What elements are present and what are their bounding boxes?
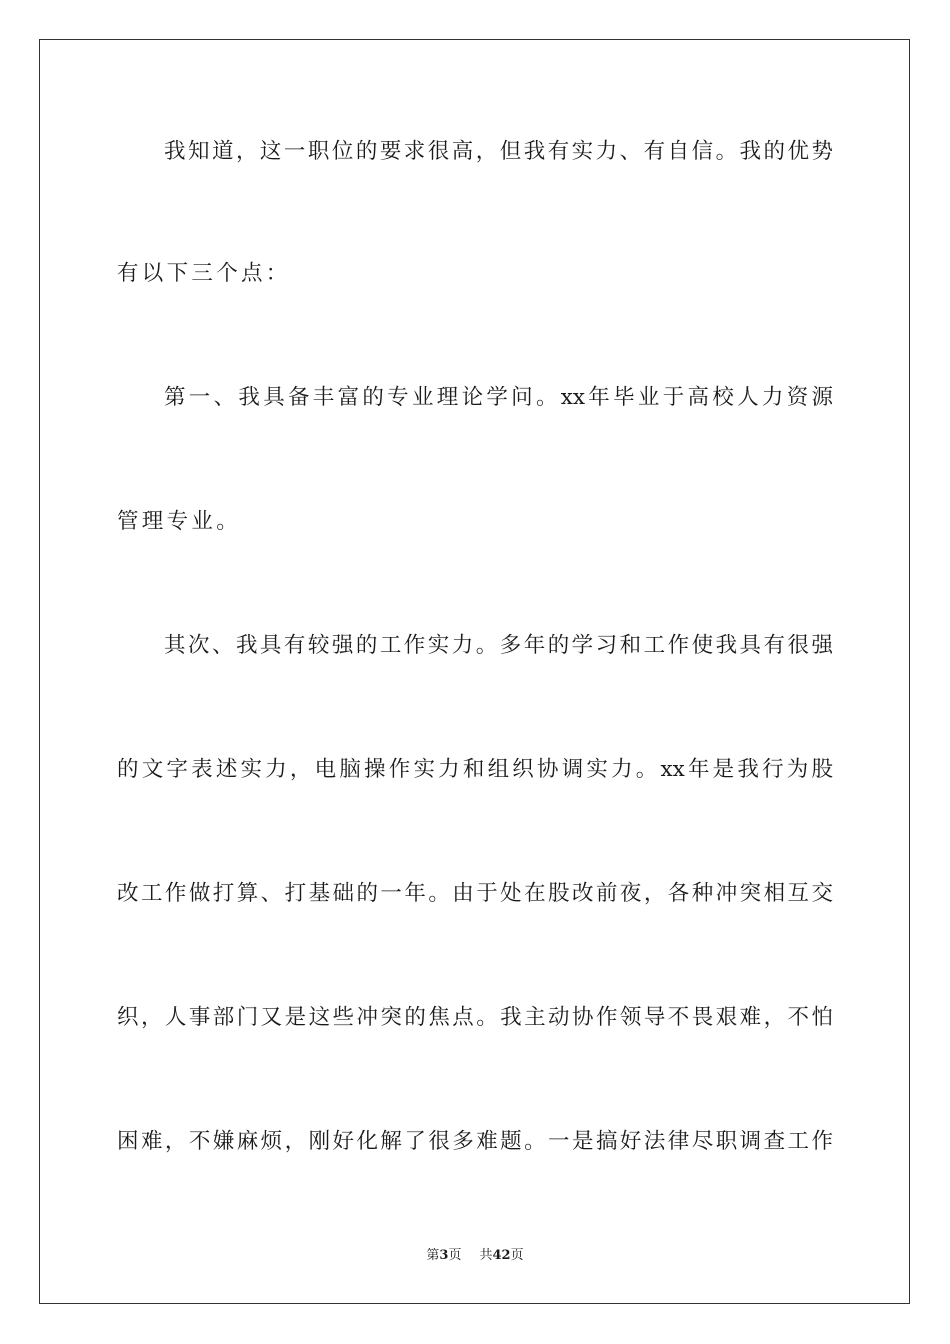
text-line-9: 困难，不嫌麻烦，刚好化解了很多难题。一是搞好法律尽职调查工作: [117, 1129, 833, 1154]
text-line-3: 第一、我具备丰富的专业理论学问。xx年毕业于高校人力资源: [164, 385, 833, 410]
page-suffix: 页: [448, 1248, 462, 1263]
page-footer: [0, 1247, 950, 1265]
page-border: [39, 39, 910, 1304]
text-line-1: 我知道，这一职位的要求很高，但我有实力、有自信。我的优势: [164, 139, 833, 164]
text-line-7: 改工作做打算、打基础的一年。由于处在股改前夜，各种冲突相互交: [117, 881, 833, 906]
total-pages: 42: [492, 1248, 511, 1263]
text-line-5: 其次、我具有较强的工作实力。多年的学习和工作使我具有很强: [164, 633, 833, 658]
text-line-2: 有以下三个点：: [117, 261, 291, 286]
page-prefix: 第: [426, 1248, 440, 1263]
text-line-6: 的文字表述实力，电脑操作实力和组织协调实力。xx年是我行为股: [117, 757, 833, 782]
text-line-4: 管理专业。: [117, 509, 242, 534]
page-number: 3: [439, 1248, 449, 1263]
total-prefix: 共: [479, 1248, 493, 1263]
text-line-8: 织，人事部门又是这些冲突的焦点。我主动协作领导不畏艰难，不怕: [117, 1005, 833, 1030]
total-suffix: 页: [510, 1248, 524, 1263]
